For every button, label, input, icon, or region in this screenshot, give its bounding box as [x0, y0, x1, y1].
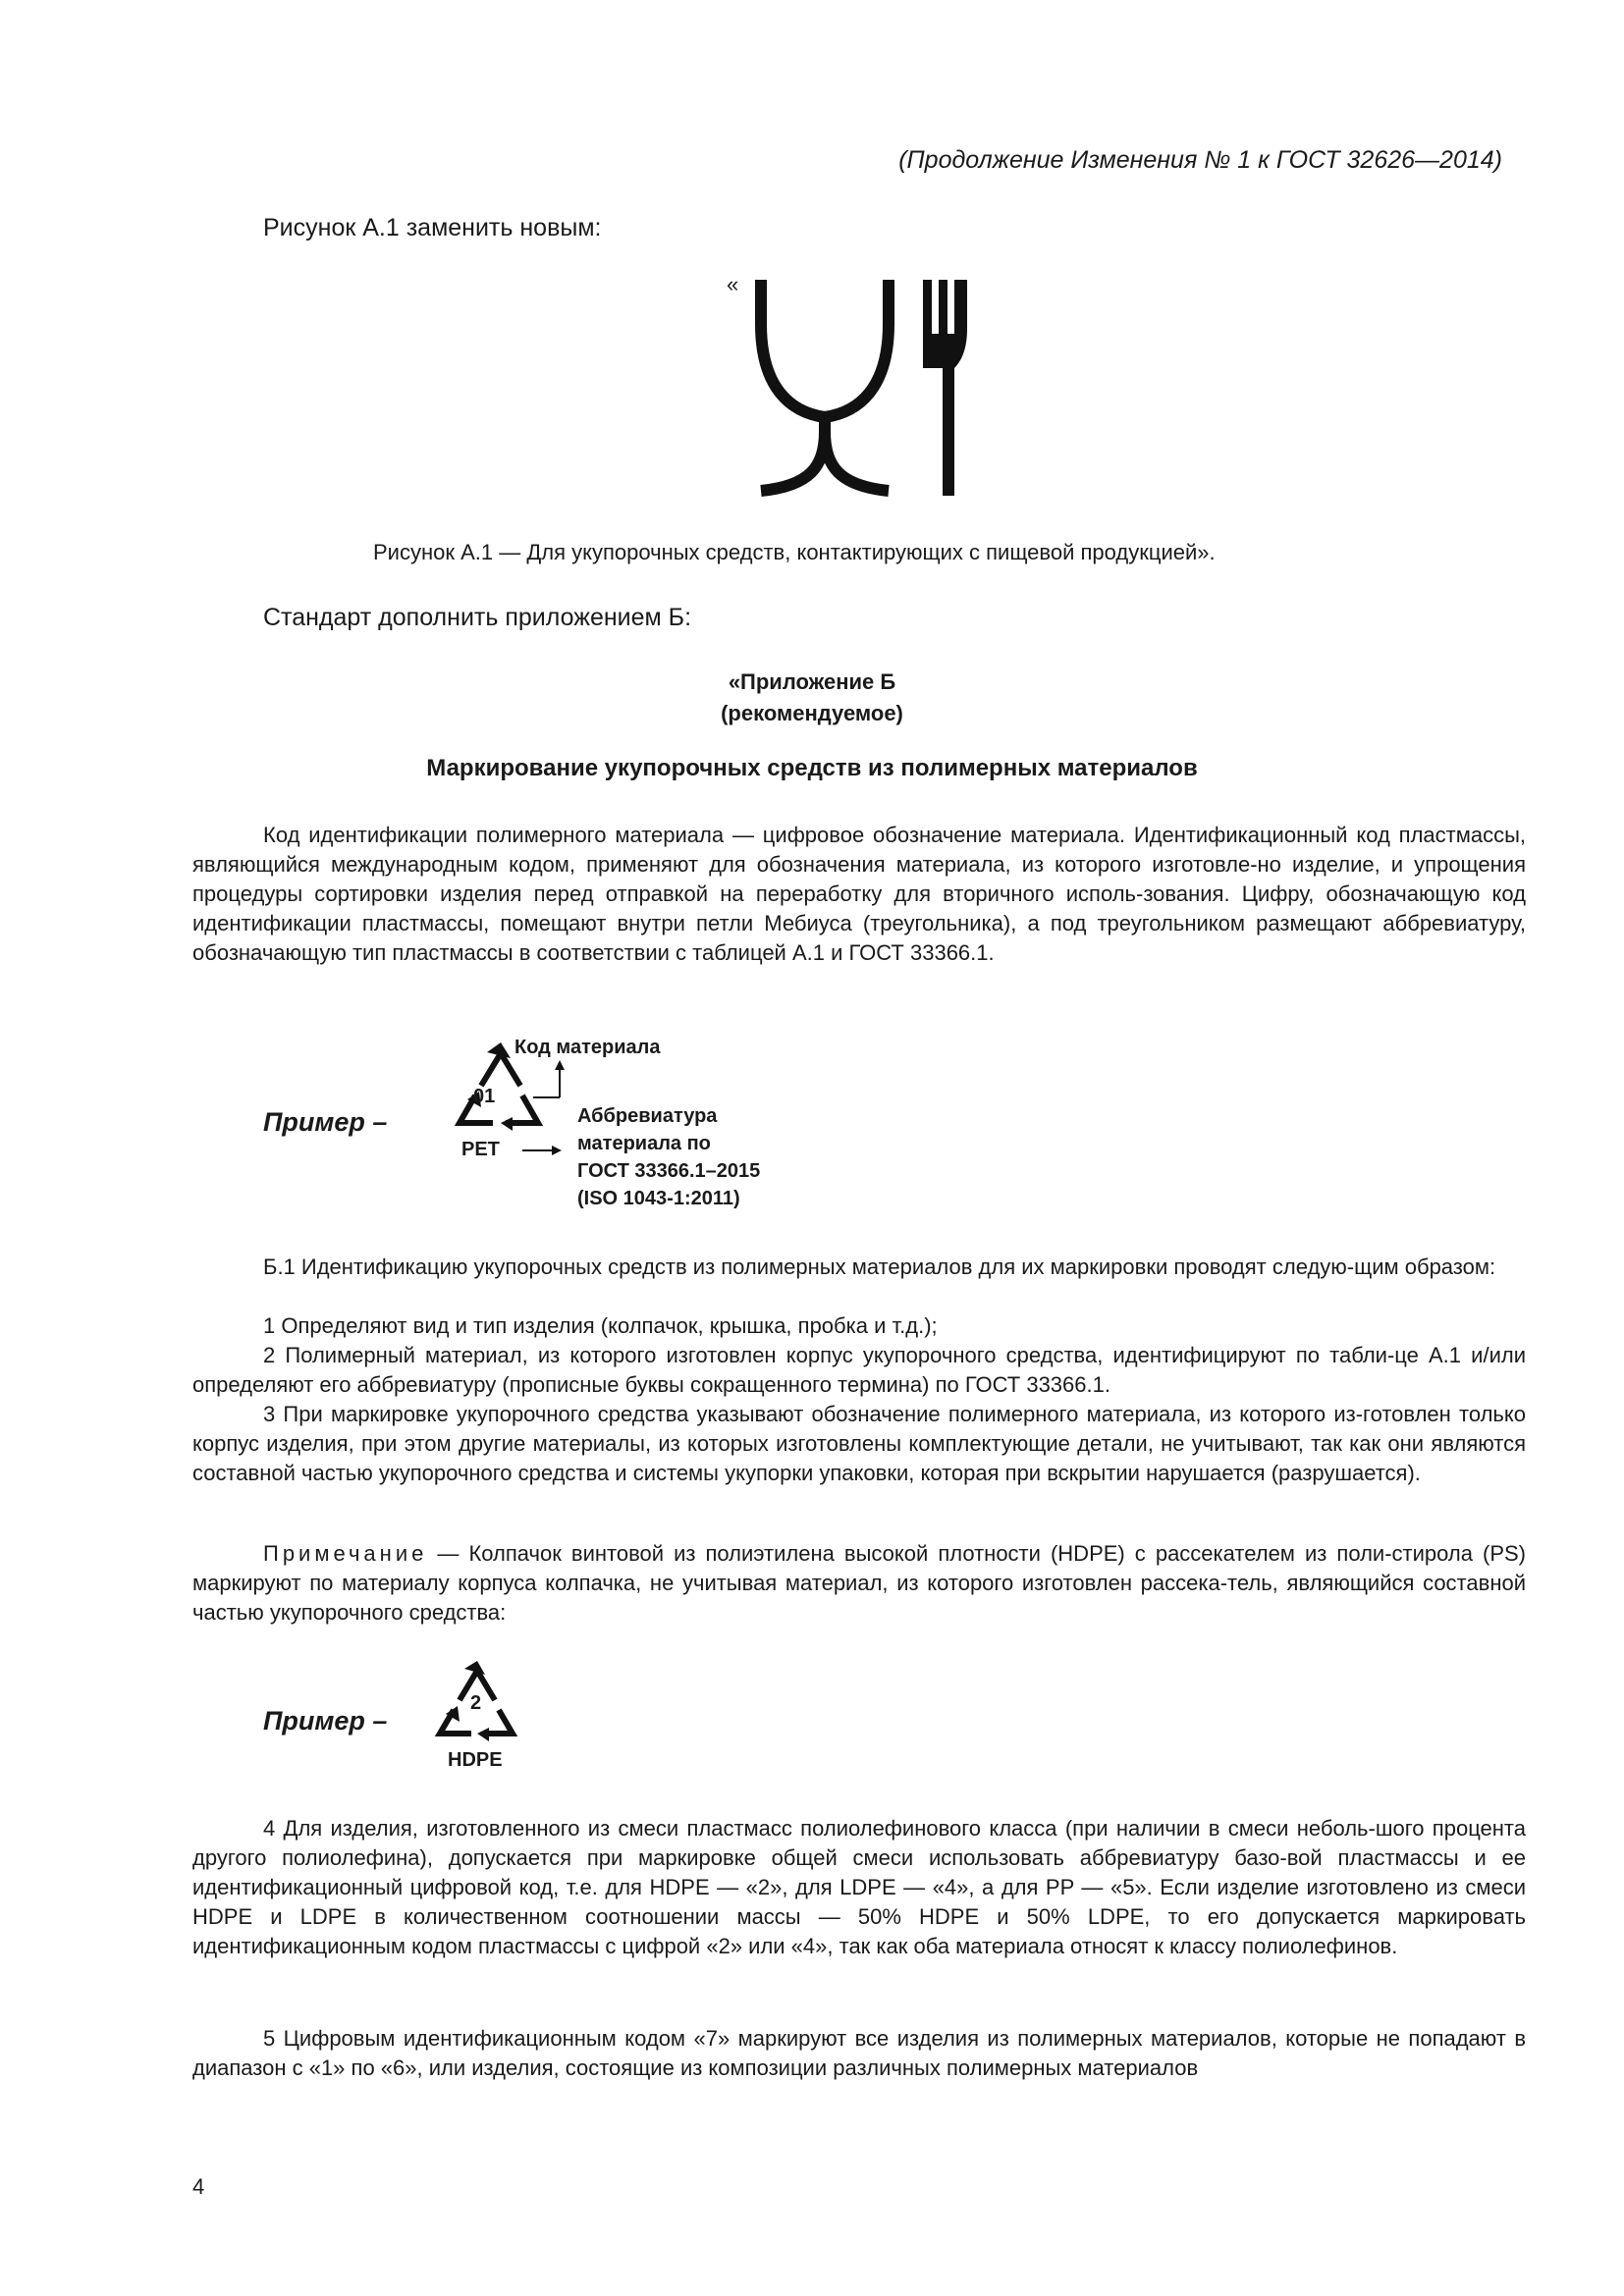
abbr-label-4: (ISO 1043-1:2011) — [577, 1188, 740, 1209]
replace-figure-text: Рисунок А.1 заменить новым: — [263, 214, 602, 241]
note-paragraph — [192, 1539, 1526, 1628]
glass-and-fork-icon — [746, 275, 992, 506]
example-2-abbr: HDPE — [448, 1749, 503, 1771]
continuation-reference: (Продолжение Изменения № 1 к ГОСТ 32626—2014) — [898, 146, 1502, 174]
figure-open-quote: « — [727, 272, 739, 296]
material-code-label: Код материала — [514, 1037, 661, 1058]
section-b1-item3: 3 При маркировке укупорочного средства указывают обозначение полимерного материала, из которого из-готовлен только корпус изделия, при этом другие материалы, из которых изготовлены комплектующие детали, не учитывают, так как они являются составной частью укупорочного средства и системы укупорки упаковки, которая при вскрытии нарушается (разрушается). — [192, 1402, 1526, 1485]
example-2-code: 2 — [470, 1692, 482, 1714]
abbr-label-2: материала по — [577, 1133, 711, 1154]
section-b1-item2: 2 Полимерный материал, из которого изготовлен корпус укупорочного средства, идентифицируют по табли-це А.1 и/или определяют его аббревиатуру (прописные буквы сокращенного термина) по ГОСТ 33366.1. — [192, 1343, 1526, 1397]
example-1-code: 01 — [473, 1086, 496, 1107]
note-text: — Колпачок винтовой из полиэтилена высокой плотности (HDPE) с рассекателем из поли-стирола (PS) маркируют по материалу корпуса колпачка, не учитывая материал, из которого изготовлен рассека-тель, являющийся составной частью укупорочного средства: — [192, 1541, 1526, 1625]
example-2-label: Пример – — [263, 1706, 388, 1735]
example-1-label: Пример – — [263, 1107, 388, 1137]
example-1-abbr: PET — [461, 1139, 500, 1160]
section-b1-item1: 1 Определяют вид и тип изделия (колпачок, крышка, пробка и т.д.); — [263, 1313, 938, 1338]
section-b1-intro: Б.1 Идентификацию укупорочных средств из полимерных материалов для их маркировки проводят следую-щим образом: — [263, 1255, 1496, 1279]
appendix-status: (рекомендуемое) — [721, 701, 903, 725]
section-title: Маркирование укупорочных средств из полимерных материалов — [426, 755, 1198, 781]
note-label: Примечание — [263, 1541, 428, 1566]
appendix-title: «Приложение Б — [728, 669, 896, 694]
section-5-paragraph: 5 Цифровым идентификационным кодом «7» маркируют все изделия из полимерных материалов, которые не попадают в диапазон с «1» по «6», или изделия, состоящие из композиции различных полимерных материалов — [192, 2026, 1526, 2080]
abbr-label-1: Аббревиатура — [577, 1105, 718, 1127]
page-number: 4 — [192, 2174, 205, 2199]
section-4-paragraph: 4 Для изделия, изготовленного из смеси пластмасс полиолефинового класса (при наличии в смеси неболь-шого процента другого полиолефина), допускается при маркировке общей смеси использовать аббревиатуру базо-вой пластмассы и ее идентификационный цифровой код, т.е. для HDPE — «2», для LDPE — «4», а для PP — «5». Если изделие изготовлено из смеси HDPE и LDPE в количественном соотношении массы — 50% HDPE и 50% LDPE, то его допускается маркировать идентификационным кодом пластмассы с цифрой «2» или «4», так как оба материала относят к классу полиолефинов. — [192, 1816, 1526, 1958]
abbr-arrow-icon — [522, 1143, 564, 1158]
supplement-text: Стандарт дополнить приложением Б: — [263, 604, 692, 631]
figure-a1-caption: Рисунок А.1 — Для укупорочных средств, контактирующих с пищевой продукцией». — [373, 540, 1216, 564]
intro-paragraph: Код идентификации полимерного материала — цифровое обозначение материала. Идентификационный код пластмассы, являющийся международным кодом, применяют для обозначения материала, из которого изготовле-но изделие, и упрощения процедуры сортировки изделия перед отправкой на переработку для вторичного исполь-зования. Цифру, обозначающую код идентификации пластмассы, помещают внутри петли Мебиуса (треугольника), а под треугольником размещают аббревиатуру, обозначающую тип пластмассы в соответствии с таблицей А.1 и ГОСТ 33366.1. — [192, 823, 1526, 965]
abbr-label-3: ГОСТ 33366.1–2015 — [577, 1160, 761, 1182]
